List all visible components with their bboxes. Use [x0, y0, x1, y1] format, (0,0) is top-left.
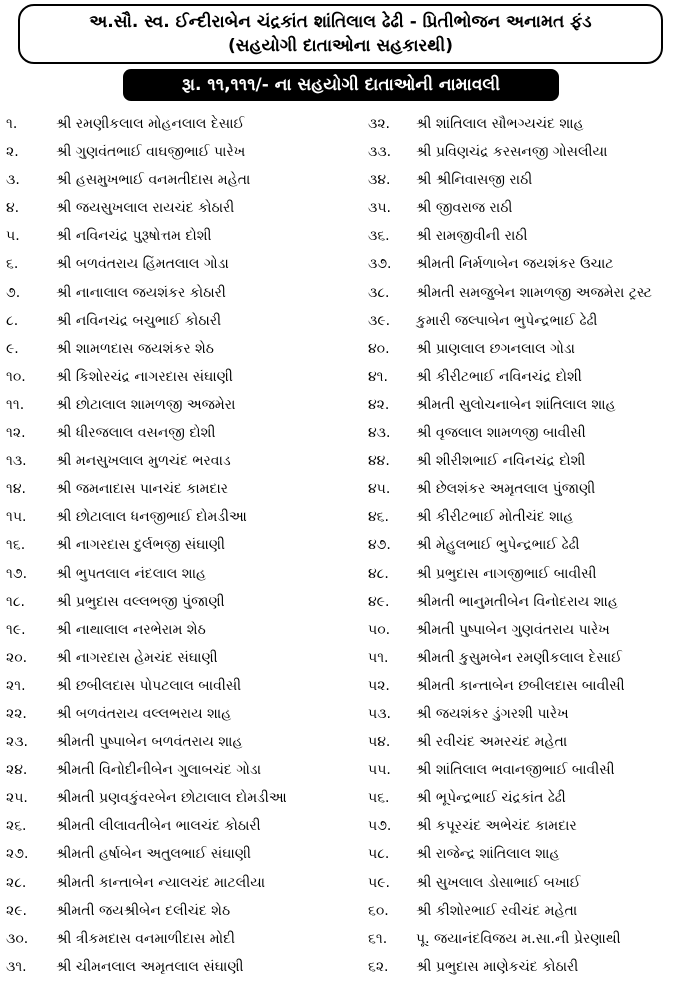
donor-name: શ્રી ગુણવંતભાઈ વાઘજીભાઈ પારેખ — [56, 144, 246, 161]
donor-name: શ્રીમતી સુલોચનાબેન શાંતિલાલ શાહ — [416, 396, 616, 413]
donor-name: શ્રીમતી કુસુમબેન રમણીકલાલ દેસાઈ — [416, 649, 622, 666]
donor-name: શ્રીમતી ભાનુમતીબેન વિનોદરાય શાહ — [416, 593, 618, 610]
donor-number: ૫૮. — [368, 846, 390, 863]
donor-row — [0, 335, 342, 363]
donor-row — [0, 194, 342, 222]
donor-row — [342, 925, 684, 953]
donor-row — [0, 279, 342, 307]
donor-number: ૩૯. — [368, 312, 391, 329]
donor-name: શ્રી પ્રાણલાલ છગનલાલ ગોડા — [416, 340, 575, 357]
donor-name: શ્રી ચીમનલાલ અમૃતલાલ સંઘાણી — [56, 958, 244, 975]
donor-row — [0, 307, 342, 335]
donor-number: ૪૭. — [368, 537, 391, 554]
donor-number: ૩૨. — [368, 116, 390, 132]
donor-row — [0, 700, 342, 728]
donor-name: શ્રી છોટાલાલ શામળજી અજમેરા — [56, 396, 236, 413]
donor-number: ૧૯. — [6, 621, 26, 638]
donor-row — [0, 138, 342, 166]
donor-row — [0, 588, 342, 616]
donor-number: ૫૧. — [368, 649, 389, 666]
donor-number: ૮. — [6, 312, 19, 329]
donor-row — [0, 110, 342, 138]
donor-row — [0, 953, 342, 981]
donor-row — [0, 166, 342, 194]
donor-row — [0, 560, 342, 588]
donor-number: ૧૭. — [6, 565, 28, 582]
donor-row — [342, 307, 684, 335]
donor-row — [0, 869, 342, 897]
donor-row — [342, 447, 684, 475]
donor-row — [0, 925, 342, 953]
donor-number: ૧૬. — [6, 537, 26, 554]
donor-number: ૬. — [6, 256, 19, 273]
donor-row — [342, 953, 684, 981]
donor-number: ૩૧. — [6, 958, 27, 975]
donor-name: શ્રીમતી પુષ્પાબેન બળવંતરાય શાહ — [56, 734, 243, 751]
donor-number: ૯. — [6, 340, 19, 357]
donor-name: શ્રીમતી લીલાવતીબેન ભાલચંદ કોઠારી — [56, 818, 261, 835]
donor-name: શ્રીમતી સમજુબેન શામળજી અજમેરા ટ્રસ્ટ — [416, 284, 652, 301]
donor-number: ૪. — [6, 200, 20, 217]
donor-row — [0, 447, 342, 475]
donor-name: શ્રી છોટાલાલ ધનજીભાઈ દોમડીઆ — [56, 509, 247, 526]
donor-row — [342, 279, 684, 307]
donor-name: શ્રી નાનાલાલ જયશંકર કોઠારી — [56, 284, 226, 301]
donor-number: ૧૪. — [6, 481, 26, 498]
donor-row — [342, 194, 684, 222]
donor-name: શ્રી રાજેન્દ્ર શાંતિલાલ શાહ — [416, 846, 560, 863]
donor-row — [342, 363, 684, 391]
donor-name: શ્રી છબીલદાસ પોપટલાલ બાવીસી — [56, 677, 242, 694]
donor-number: ૫૪. — [368, 734, 391, 751]
donor-number: ૭. — [6, 284, 21, 301]
donor-number: ૬૧. — [368, 930, 388, 947]
donor-number: ૫૯. — [368, 874, 390, 891]
donor-row — [342, 840, 684, 868]
donor-name: શ્રી કીરીટભાઈ મોતીચંદ શાહ — [416, 509, 574, 526]
donor-number: ૨૨. — [6, 705, 27, 722]
donor-name: શ્રી પ્રભુદાસ નાગજીભાઈ બાવીસી — [416, 565, 597, 582]
donor-number: ૩૦. — [6, 930, 29, 947]
donor-name: શ્રી કીશોરભાઈ રવીચંદ મહેતા — [416, 902, 578, 919]
donor-row — [342, 897, 684, 925]
donor-number: ૫૬. — [368, 790, 390, 807]
donor-row — [0, 672, 342, 700]
donor-number: ૧૩. — [6, 453, 27, 470]
donor-number: ૬૦. — [368, 902, 389, 919]
donor-list-right — [342, 110, 684, 981]
donor-name: શ્રી નાગરદાસ હેમચંદ સંઘાણી — [56, 649, 218, 666]
donor-row — [0, 503, 342, 531]
donor-number: ૫૦. — [368, 621, 391, 638]
donor-name: શ્રી નવિનચંદ્ર પુરૂષોત્તમ દોશી — [56, 228, 212, 245]
donor-name: શ્રી બળવંતરાય હિંમતલાલ ગોડા — [56, 256, 229, 273]
donor-row — [0, 812, 342, 840]
donor-number: ૨૮. — [6, 874, 27, 891]
donor-name: શ્રીમતી પ્રણવકુંવરબેન છોટાલાલ દોમડીઆ — [56, 790, 287, 807]
donor-name: શ્રી ત્રીકમદાસ વનમાળીદાસ મોદી — [56, 930, 235, 947]
donor-number: ૩૭. — [368, 256, 392, 273]
donor-row — [342, 138, 684, 166]
donor-name: શ્રી જયસુખલાલ રાયચંદ કોઠારી — [56, 200, 235, 217]
donor-name: શ્રી જયશંકર ડુંગરશી પારેખ — [416, 705, 569, 722]
donor-row — [0, 222, 342, 250]
donor-row — [342, 475, 684, 503]
donor-row — [342, 672, 684, 700]
donor-name: શ્રી વૃજલાલ શામળજી બાવીસી — [416, 425, 586, 442]
donor-number: ૩૮. — [368, 284, 390, 301]
donor-name: શ્રી શાંતિલાલ ભવાનજીભાઈ બાવીસી — [416, 762, 615, 779]
donor-row — [0, 784, 342, 812]
donor-number: ૩૬. — [368, 228, 390, 245]
donor-number: ૬૨. — [368, 958, 389, 975]
title-box — [18, 4, 663, 64]
document-title: અ.સૌ. સ્વ. ઈન્દીરાબેન ચંદ્રકાંત શાંતિલાલ ઢેઢી - પ્રિતીભોજન અનામત ફંડ — [89, 12, 592, 32]
donor-name: શ્રી જમનાદાસ પાનચંદ કામદાર — [56, 481, 229, 498]
donor-name: શ્રી ધીરજલાલ વસનજી દોશી — [56, 425, 216, 442]
donor-row — [0, 644, 342, 672]
donor-number: ૩. — [6, 172, 20, 189]
donor-number: ૩૫. — [368, 200, 391, 217]
donor-number: ૪૬. — [368, 509, 389, 526]
donor-number: ૪૩. — [368, 425, 391, 442]
donor-number: ૨. — [6, 144, 19, 161]
donor-row — [342, 700, 684, 728]
donor-row — [342, 391, 684, 419]
donor-name: શ્રી શાંતિલાલ સૌભગ્યચંદ શાહ — [416, 116, 584, 132]
donor-name: શ્રીમતી પુષ્પાબેન ગુણવંતરાય પારેખ — [416, 621, 610, 638]
donor-row — [342, 222, 684, 250]
donor-row — [342, 616, 684, 644]
donor-name: શ્રીમતી જયશ્રીબેન દલીચંદ શેઠ — [56, 902, 231, 919]
donor-number: ૫૩. — [368, 705, 391, 722]
donor-number: ૪૪. — [368, 453, 390, 470]
donor-row — [0, 391, 342, 419]
donor-row — [342, 784, 684, 812]
donor-row — [342, 560, 684, 588]
donor-name: શ્રી પ્રવિણચંદ્ર કરસનજી ગોસલીયા — [416, 144, 608, 161]
donor-name: શ્રી નાથાલાલ નરભેરામ શેઠ — [56, 621, 206, 638]
donor-name: શ્રી મનસુખલાલ મુળચંદ ભરવાડ — [56, 453, 231, 470]
donor-list-left — [0, 110, 342, 981]
donor-number: ૧૨. — [6, 425, 26, 442]
donor-name: શ્રી કીરીટભાઈ નવિનચંદ્ર દોશી — [416, 368, 582, 385]
donor-number: ૪૦. — [368, 340, 390, 357]
donor-number: ૧. — [6, 116, 18, 132]
donor-number: ૪૧. — [368, 368, 388, 385]
donor-number: ૧૫. — [6, 509, 27, 526]
donor-number: ૪૨. — [368, 396, 390, 413]
donor-row — [342, 110, 684, 138]
donor-name: શ્રીમતી વિનોદીનીબેન ગુલાબચંદ ગોડા — [56, 762, 262, 779]
donor-name: શ્રી મેહુલભાઈ ભુપેન્દ્રભાઈ ઢેઢી — [416, 537, 580, 554]
donor-number: ૫. — [6, 228, 20, 245]
donor-name: શ્રી નાગરદાસ દુર્લભજી સંઘાણી — [56, 537, 226, 554]
donor-row — [342, 531, 684, 559]
donor-number: ૩૩. — [368, 144, 392, 161]
donation-amount-banner: રૂા. ૧૧,૧૧૧/- ના સહયોગી દાતાઓની નામાવલી — [123, 69, 559, 101]
donor-name: શ્રી પ્રભુદાસ વલ્લભજી પુંજાણી — [56, 593, 225, 610]
donor-row — [0, 363, 342, 391]
donor-row — [342, 250, 684, 278]
donor-number: ૨૩. — [6, 734, 28, 751]
donor-number: ૨૬. — [6, 818, 27, 835]
donor-row — [342, 335, 684, 363]
donor-name: શ્રી શ્રીનિવાસજી રાઠી — [416, 172, 533, 189]
donor-number: ૪૯. — [368, 593, 390, 610]
donor-number: ૧૮. — [6, 593, 26, 610]
donor-row — [342, 812, 684, 840]
donor-row — [342, 869, 684, 897]
donor-number: ૨૭. — [6, 846, 29, 863]
donor-row — [342, 588, 684, 616]
donor-row — [342, 644, 684, 672]
donor-name: શ્રીમતી કાન્તાબેન ન્યાલચંદ માટલીયા — [56, 874, 266, 891]
donor-name: શ્રી ભૂપેન્દ્રભાઈ ચંદ્રકાંત ઢેઢી — [416, 790, 566, 807]
donor-number: ૨૧. — [6, 677, 26, 694]
donor-row — [0, 531, 342, 559]
donor-name: શ્રી સુખલાલ ડોસાભાઈ બખાઈ — [416, 874, 581, 891]
donor-row — [342, 166, 684, 194]
donor-name: કુમારી જલ્પાબેન ભુપેન્દ્રભાઈ ઢેઢી — [416, 312, 598, 329]
donor-name: શ્રીમતી કાન્તાબેન છબીલદાસ બાવીસી — [416, 677, 625, 694]
donor-number: ૪૫. — [368, 481, 391, 498]
donor-number: ૨૫. — [6, 790, 28, 807]
donor-name: શ્રી શીરીશભાઈ નવિનચંદ્ર દોશી — [416, 453, 586, 470]
donor-row — [0, 897, 342, 925]
donor-number: ૨૪. — [6, 762, 28, 779]
donor-number: ૧૧. — [6, 396, 25, 413]
donor-number: ૧૦. — [6, 368, 26, 385]
donor-name: શ્રીમતી નિર્મળાબેન જયશંકર ઉચાટ — [416, 256, 614, 273]
donor-name: શ્રી કપૂરચંદ અભેચંદ કામદાર — [416, 818, 577, 835]
donor-name: શ્રી રવીચંદ અમરચંદ મહેતા — [416, 734, 568, 751]
donor-row — [342, 756, 684, 784]
donor-row — [0, 616, 342, 644]
donor-name: શ્રી હસમુખભાઈ વનમતીદાસ મહેતા — [56, 172, 251, 189]
donor-name: શ્રી છેલશંકર અમૃતલાલ પુંજાણી — [416, 481, 596, 498]
donor-number: ૪૮. — [368, 565, 389, 582]
donor-name: શ્રી કિશોરચંદ્ર નાગરદાસ સંઘાણી — [56, 368, 233, 385]
donor-row — [0, 756, 342, 784]
donor-number: ૫૨. — [368, 677, 390, 694]
donor-name: શ્રી ભુપતલાલ નંદલાલ શાહ — [56, 565, 206, 582]
donor-row — [342, 503, 684, 531]
donor-name: શ્રી રમણીકલાલ મોહનલાલ દેસાઈ — [56, 116, 245, 132]
donor-name: શ્રી શામળદાસ જયશંકર શેઠ — [56, 340, 214, 357]
donor-number: ૨૯. — [6, 902, 27, 919]
donor-name: શ્રી જીવરાજ રાઠી — [416, 200, 513, 217]
donor-name: પૂ. જયાનંદવિજય મ.સા.ની પ્રેરણાથી — [416, 930, 621, 947]
donor-name: શ્રી રામજીવીની રાઠી — [416, 228, 528, 245]
donor-number: ૩૪. — [368, 172, 391, 189]
donor-row — [0, 250, 342, 278]
donor-name: શ્રી નવિનચંદ્ર બચુભાઈ કોઠારી — [56, 312, 222, 329]
donor-number: ૨૦. — [6, 649, 28, 666]
donor-row — [0, 419, 342, 447]
donor-row — [0, 728, 342, 756]
donor-row — [342, 728, 684, 756]
donor-row — [342, 419, 684, 447]
donor-row — [0, 840, 342, 868]
document-subtitle: (સહયોગી દાતાઓના સહકારથી) — [228, 36, 453, 56]
donor-name: શ્રી પ્રભુદાસ માણેકચંદ કોઠારી — [416, 958, 579, 975]
donor-number: ૫૫. — [368, 762, 391, 779]
donor-name: શ્રી બળવંતરાય વલ્લભરાય શાહ — [56, 705, 232, 722]
donor-row — [0, 475, 342, 503]
donor-number: ૫૭. — [368, 818, 392, 835]
donor-name: શ્રીમતી હર્ષાબેન અતુલભાઈ સંઘાણી — [56, 846, 252, 863]
